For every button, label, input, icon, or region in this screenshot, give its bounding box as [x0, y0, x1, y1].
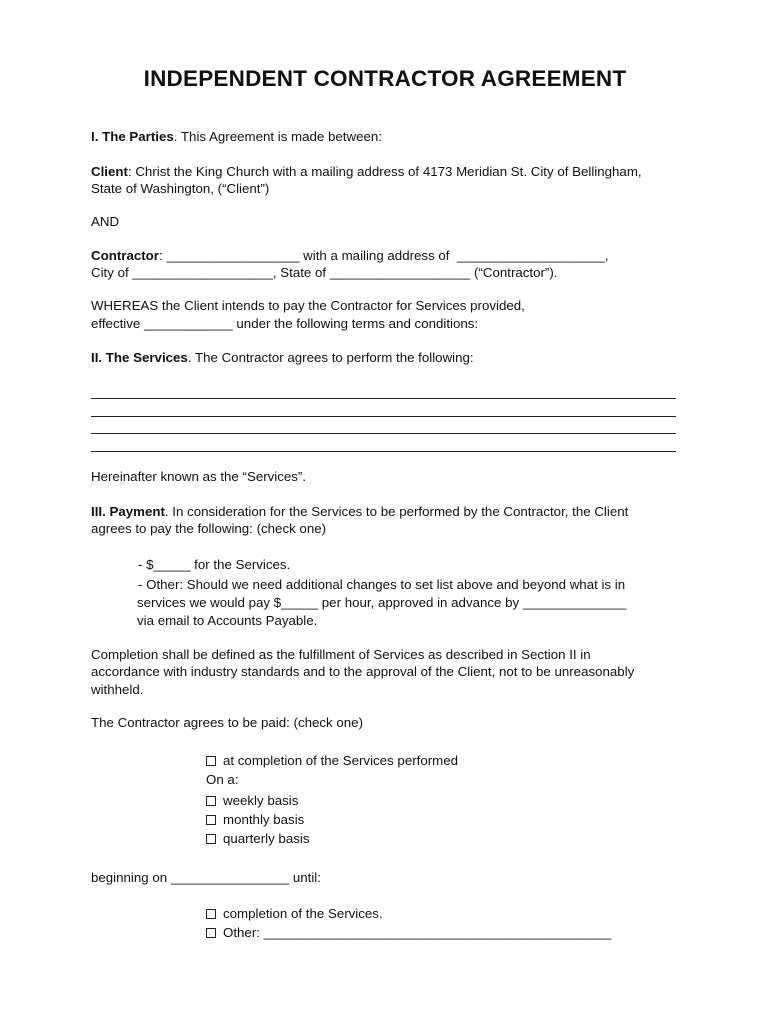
checkbox[interactable]: [206, 796, 216, 806]
and-text: AND: [91, 214, 120, 229]
basis-weekly-label: weekly basis: [223, 793, 299, 808]
payment-paragraph-line-1: [91, 503, 628, 520]
client-label: Client: [91, 164, 128, 179]
whereas-line-1: WHEREAS the Client intends to pay the Contractor for Services provided,: [91, 298, 525, 313]
payment-option-other-1: - Other: Should we need additional changes to set list above and beyond what is in: [138, 577, 626, 592]
contractor-line-2: City of ___________________, State of ___________________ (“Contractor”).: [91, 265, 558, 280]
payment-heading: III. Payment: [91, 504, 165, 519]
services-known-as: Hereinafter known as the “Services”.: [91, 469, 307, 484]
parties-heading: I. The Parties: [91, 129, 174, 144]
basis-monthly-label: monthly basis: [223, 812, 305, 827]
until-other-label: Other: _______________________________________________: [223, 925, 612, 940]
basis-quarterly[interactable]: [206, 830, 309, 847]
client-text-1: : Christ the King Church with a mailing address of 4173 Meridian St. City of Bellingham,: [127, 164, 642, 179]
basis-quarterly-label: quarterly basis: [223, 831, 310, 846]
paid-option-completion-label: at completion of the Services performed: [223, 753, 459, 768]
contractor-text-1: : __________________ with a mailing address of ____________________,: [158, 248, 609, 263]
checkbox[interactable]: [206, 909, 216, 919]
services-paragraph: [91, 349, 474, 366]
until-completion-label: completion of the Services.: [223, 906, 383, 921]
services-blank-line[interactable]: [91, 433, 676, 434]
payment-option-other-2: services we would pay $_____ per hour, approved in advance by ______________: [137, 595, 627, 610]
whereas-line-2: effective ____________ under the following terms and conditions:: [91, 316, 479, 331]
services-blank-line[interactable]: [91, 398, 676, 399]
paid-option-completion[interactable]: [206, 752, 458, 769]
services-intro: . The Contractor agrees to perform the following:: [187, 350, 474, 365]
services-blank-line[interactable]: [91, 416, 676, 417]
contractor-line-1: [91, 247, 609, 264]
client-line-2: State of Washington, (“Client”): [91, 181, 270, 196]
checkbox[interactable]: [206, 834, 216, 844]
until-other[interactable]: [206, 924, 611, 941]
document-title: INDEPENDENT CONTRACTOR AGREEMENT: [143, 66, 627, 91]
parties-paragraph: [91, 128, 382, 145]
completion-line-1: Completion shall be defined as the fulfillment of Services as described in Section II in: [91, 647, 591, 662]
completion-line-3: withheld.: [91, 682, 144, 697]
services-blank-line[interactable]: [91, 451, 676, 452]
completion-line-2: accordance with industry standards and to the approval of the Client, not to be unreasonably: [91, 664, 635, 679]
parties-intro: . This Agreement is made between:: [173, 129, 382, 144]
checkbox[interactable]: [206, 928, 216, 938]
checkbox[interactable]: [206, 756, 216, 766]
client-line-1: [91, 163, 642, 180]
contractor-label: Contractor: [91, 248, 159, 263]
services-heading: II. The Services: [91, 350, 188, 365]
on-a-label: On a:: [206, 772, 239, 787]
payment-option-other-3: via email to Accounts Payable.: [137, 613, 318, 628]
payment-paragraph-line-2: agrees to pay the following: (check one): [91, 521, 327, 536]
checkbox[interactable]: [206, 815, 216, 825]
until-completion[interactable]: [206, 905, 383, 922]
basis-monthly[interactable]: [206, 811, 304, 828]
beginning-on: beginning on ________________ until:: [91, 870, 321, 885]
basis-weekly[interactable]: [206, 792, 298, 809]
payment-option-fixed: - $_____ for the Services.: [138, 557, 291, 572]
payment-intro-1: . In consideration for the Services to be performed by the Contractor, the Client: [164, 504, 629, 519]
paid-intro: The Contractor agrees to be paid: (check one): [91, 715, 363, 730]
